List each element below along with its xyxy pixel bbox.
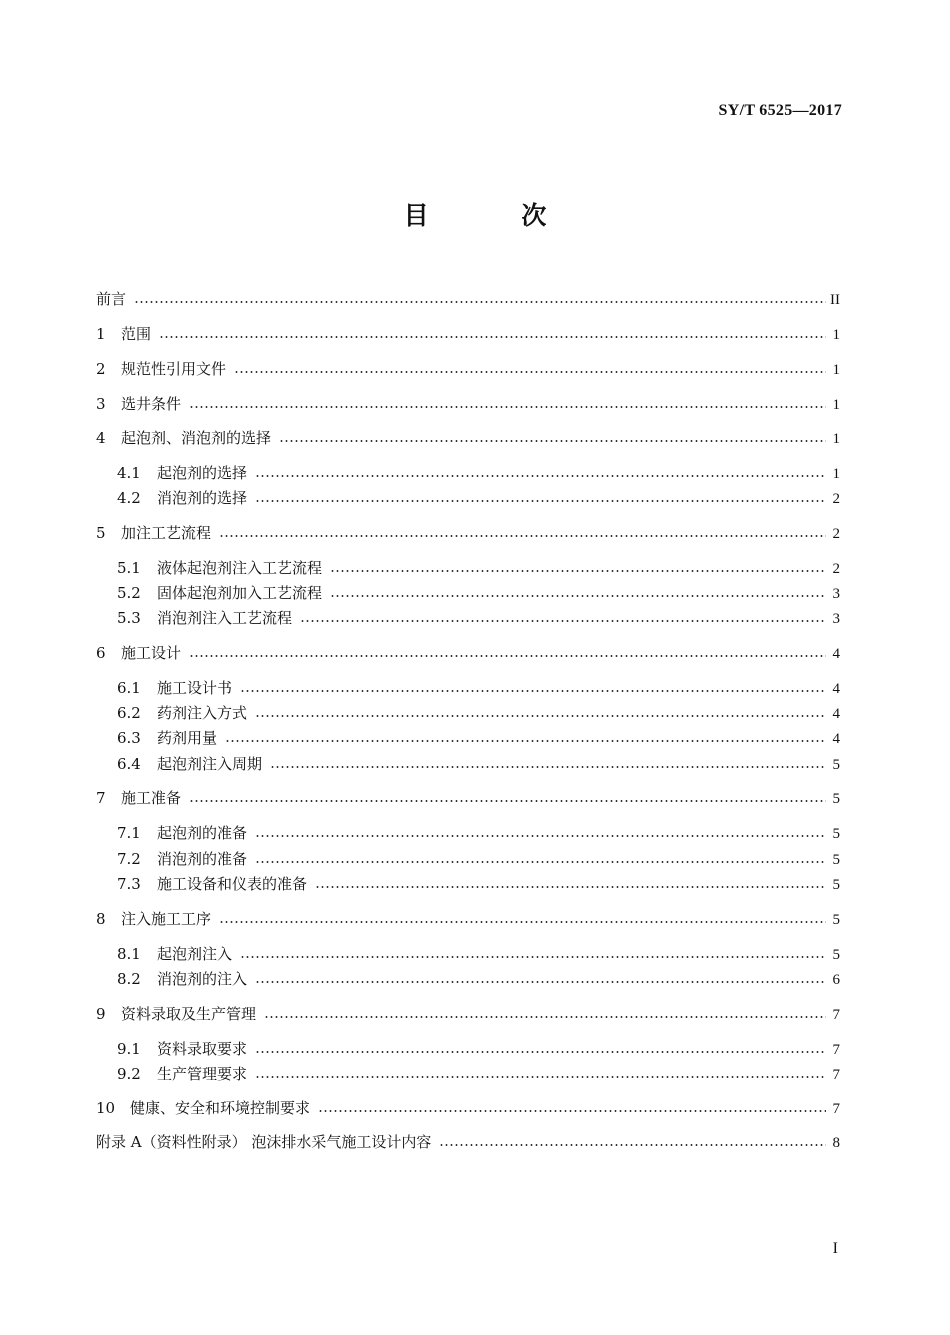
toc-entry-7[interactable]	[96, 787, 840, 809]
toc-entry-page: 8	[832, 1135, 840, 1151]
toc-entry-label: 资料录取要求	[157, 1040, 248, 1058]
dot-leader	[255, 852, 826, 866]
toc-entry-number: 8.2	[117, 970, 141, 988]
toc-entry-page: 5	[832, 877, 840, 893]
toc-entry-7-3[interactable]	[117, 873, 840, 895]
toc-entry-number: 4.2	[117, 489, 141, 507]
toc-entry-number: 5	[96, 524, 106, 542]
toc-entry-4[interactable]	[96, 427, 840, 449]
toc-entry-foreword[interactable]	[96, 288, 840, 310]
dot-leader	[225, 731, 826, 745]
toc-entry-page: 1	[832, 327, 840, 343]
toc-entry-label: 施工设计书	[157, 679, 233, 697]
toc-entry-8-1[interactable]	[117, 943, 840, 965]
dot-leader	[439, 1135, 826, 1149]
toc-entry-1[interactable]	[96, 323, 840, 345]
toc-entry-page: 1	[832, 431, 840, 447]
toc-entry-label: 健康、安全和环境控制要求	[130, 1099, 311, 1117]
toc-entry-3[interactable]	[96, 393, 840, 415]
dot-leader	[270, 757, 826, 771]
toc-entry-label: 施工准备	[121, 789, 182, 807]
toc-entry-label: 规范性引用文件	[121, 360, 227, 378]
toc-entry-page: 4	[832, 646, 840, 662]
toc-entry-number: 7.2	[117, 850, 141, 868]
toc-entry-9-2[interactable]	[117, 1063, 840, 1085]
dot-leader	[189, 791, 826, 805]
toc-entry-6-1[interactable]	[117, 677, 840, 699]
toc-entry-5-2[interactable]	[117, 582, 840, 604]
toc-entry-5-1[interactable]	[117, 557, 840, 579]
toc-entry-page: 2	[832, 561, 840, 577]
toc-entry-9[interactable]	[96, 1003, 840, 1025]
toc-entry-number: 4.1	[117, 464, 141, 482]
toc-entry-label: 起泡剂注入	[157, 945, 233, 963]
toc-entry-page: 2	[832, 526, 840, 542]
toc-entry-page: 7	[832, 1007, 840, 1023]
dot-leader	[279, 431, 826, 445]
toc-entry-label: 附录 A（资料性附录） 泡沫排水采气施工设计内容	[96, 1133, 432, 1151]
toc-entry-label: 注入施工工序	[121, 910, 212, 928]
dot-leader	[255, 491, 826, 505]
dot-leader	[255, 826, 826, 840]
toc-entry-label: 药剂用量	[157, 729, 218, 747]
standard-code: SY/T 6525—2017	[718, 102, 842, 119]
toc-entry-number: 6	[96, 644, 106, 662]
dot-leader	[240, 681, 826, 695]
toc-entry-label: 消泡剂的选择	[157, 489, 248, 507]
toc-entry-8-2[interactable]	[117, 968, 840, 990]
dot-leader	[134, 292, 826, 306]
dot-leader	[264, 1007, 826, 1021]
toc-entry-page: 5	[832, 947, 840, 963]
toc-entry-page: 5	[832, 791, 840, 807]
toc-entry-4-2[interactable]	[117, 487, 840, 509]
dot-leader	[189, 397, 826, 411]
toc-entry-number: 5.2	[117, 584, 141, 602]
toc-entry-label: 固体起泡剂加入工艺流程	[157, 584, 323, 602]
toc-entry-2[interactable]	[96, 358, 840, 380]
toc-entry-label: 施工设备和仪表的准备	[157, 875, 308, 893]
dot-leader	[300, 611, 826, 625]
toc-entry-9-1[interactable]	[117, 1038, 840, 1060]
page-number: I	[832, 1240, 838, 1257]
toc-entry-page: 1	[832, 362, 840, 378]
toc-entry-page: 7	[832, 1067, 840, 1083]
toc-entry-label: 液体起泡剂注入工艺流程	[157, 559, 323, 577]
dot-leader	[315, 877, 826, 891]
toc-entry-number: 6.4	[117, 755, 141, 773]
toc-entry-page: 4	[832, 681, 840, 697]
dot-leader	[255, 1067, 826, 1081]
toc-entry-number: 5.3	[117, 609, 141, 627]
toc-entry-page: II	[830, 292, 840, 308]
toc-entry-number: 3	[96, 395, 106, 413]
toc-entry-page: 3	[832, 611, 840, 627]
toc-entry-5[interactable]	[96, 522, 840, 544]
toc-entry-label: 起泡剂注入周期	[157, 755, 263, 773]
toc-entry-label: 生产管理要求	[157, 1065, 248, 1083]
toc-entry-number: 10	[96, 1099, 116, 1117]
toc-entry-label: 资料录取及生产管理	[121, 1005, 257, 1023]
toc-entry-number: 1	[96, 325, 106, 343]
page-title: 目 次	[403, 201, 589, 230]
toc-entry-7-1[interactable]	[117, 822, 840, 844]
toc-entry-label: 起泡剂的准备	[157, 824, 248, 842]
toc-entry-page: 4	[832, 706, 840, 722]
toc-entry-number: 9.1	[117, 1040, 141, 1058]
dot-leader	[318, 1101, 826, 1115]
toc-entry-number: 7	[96, 789, 106, 807]
toc-entry-label: 前言	[96, 290, 127, 308]
toc-entry-number: 9.2	[117, 1065, 141, 1083]
dot-leader	[255, 706, 826, 720]
toc-entry-page: 1	[832, 397, 840, 413]
toc-entry-label: 消泡剂的注入	[157, 970, 248, 988]
toc-entry-page: 7	[832, 1101, 840, 1117]
toc-entry-number: 5.1	[117, 559, 141, 577]
toc-entry-page: 6	[832, 972, 840, 988]
dot-leader	[330, 586, 826, 600]
toc-entry-page: 5	[832, 826, 840, 842]
toc-entry-label: 消泡剂的准备	[157, 850, 248, 868]
toc-entry-number: 6.3	[117, 729, 141, 747]
toc-entry-label: 选井条件	[121, 395, 182, 413]
toc-entry-8[interactable]	[96, 908, 840, 930]
toc-entry-page: 5	[832, 757, 840, 773]
toc-entry-page: 1	[832, 466, 840, 482]
toc-entry-number: 2	[96, 360, 106, 378]
toc-entry-number: 8.1	[117, 945, 141, 963]
dot-leader	[219, 912, 826, 926]
toc-entry-5-3[interactable]	[117, 607, 840, 629]
toc-entry-label: 药剂注入方式	[157, 704, 248, 722]
toc-entry-4-1[interactable]	[117, 462, 840, 484]
toc-entry-6-3[interactable]	[117, 727, 840, 749]
dot-leader	[189, 646, 826, 660]
dot-leader	[159, 327, 826, 341]
toc-entry-page: 3	[832, 586, 840, 602]
toc-entry-page: 2	[832, 491, 840, 507]
toc-entry-6[interactable]	[96, 642, 840, 664]
toc-entry-page: 5	[832, 912, 840, 928]
toc-entry-label: 消泡剂注入工艺流程	[157, 609, 293, 627]
toc-entry-number: 7.1	[117, 824, 141, 842]
toc-entry-number: 4	[96, 429, 106, 447]
toc-entry-appendix-a[interactable]	[96, 1131, 840, 1153]
dot-leader	[255, 466, 826, 480]
toc-entry-label: 加注工艺流程	[121, 524, 212, 542]
toc-entry-number: 9	[96, 1005, 106, 1023]
dot-leader	[240, 947, 826, 961]
toc-entry-label: 起泡剂、消泡剂的选择	[121, 429, 272, 447]
toc-entry-number: 6.2	[117, 704, 141, 722]
toc-entry-number: 7.3	[117, 875, 141, 893]
toc-entry-number: 6.1	[117, 679, 141, 697]
toc-entry-number: 8	[96, 910, 106, 928]
toc-entry-label: 施工设计	[121, 644, 182, 662]
dot-leader	[255, 972, 826, 986]
toc-entry-7-2[interactable]	[117, 848, 840, 870]
dot-leader	[219, 526, 826, 540]
dot-leader	[234, 362, 826, 376]
toc-entry-page: 7	[832, 1042, 840, 1058]
toc-entry-10[interactable]	[96, 1097, 840, 1119]
toc-entry-6-4[interactable]	[117, 753, 840, 775]
toc-entry-6-2[interactable]	[117, 702, 840, 724]
dot-leader	[255, 1042, 826, 1056]
toc-entry-label: 范围	[121, 325, 152, 343]
toc-entry-page: 4	[832, 731, 840, 747]
toc-entry-page: 5	[832, 852, 840, 868]
dot-leader	[330, 561, 826, 575]
toc-entry-label: 起泡剂的选择	[157, 464, 248, 482]
